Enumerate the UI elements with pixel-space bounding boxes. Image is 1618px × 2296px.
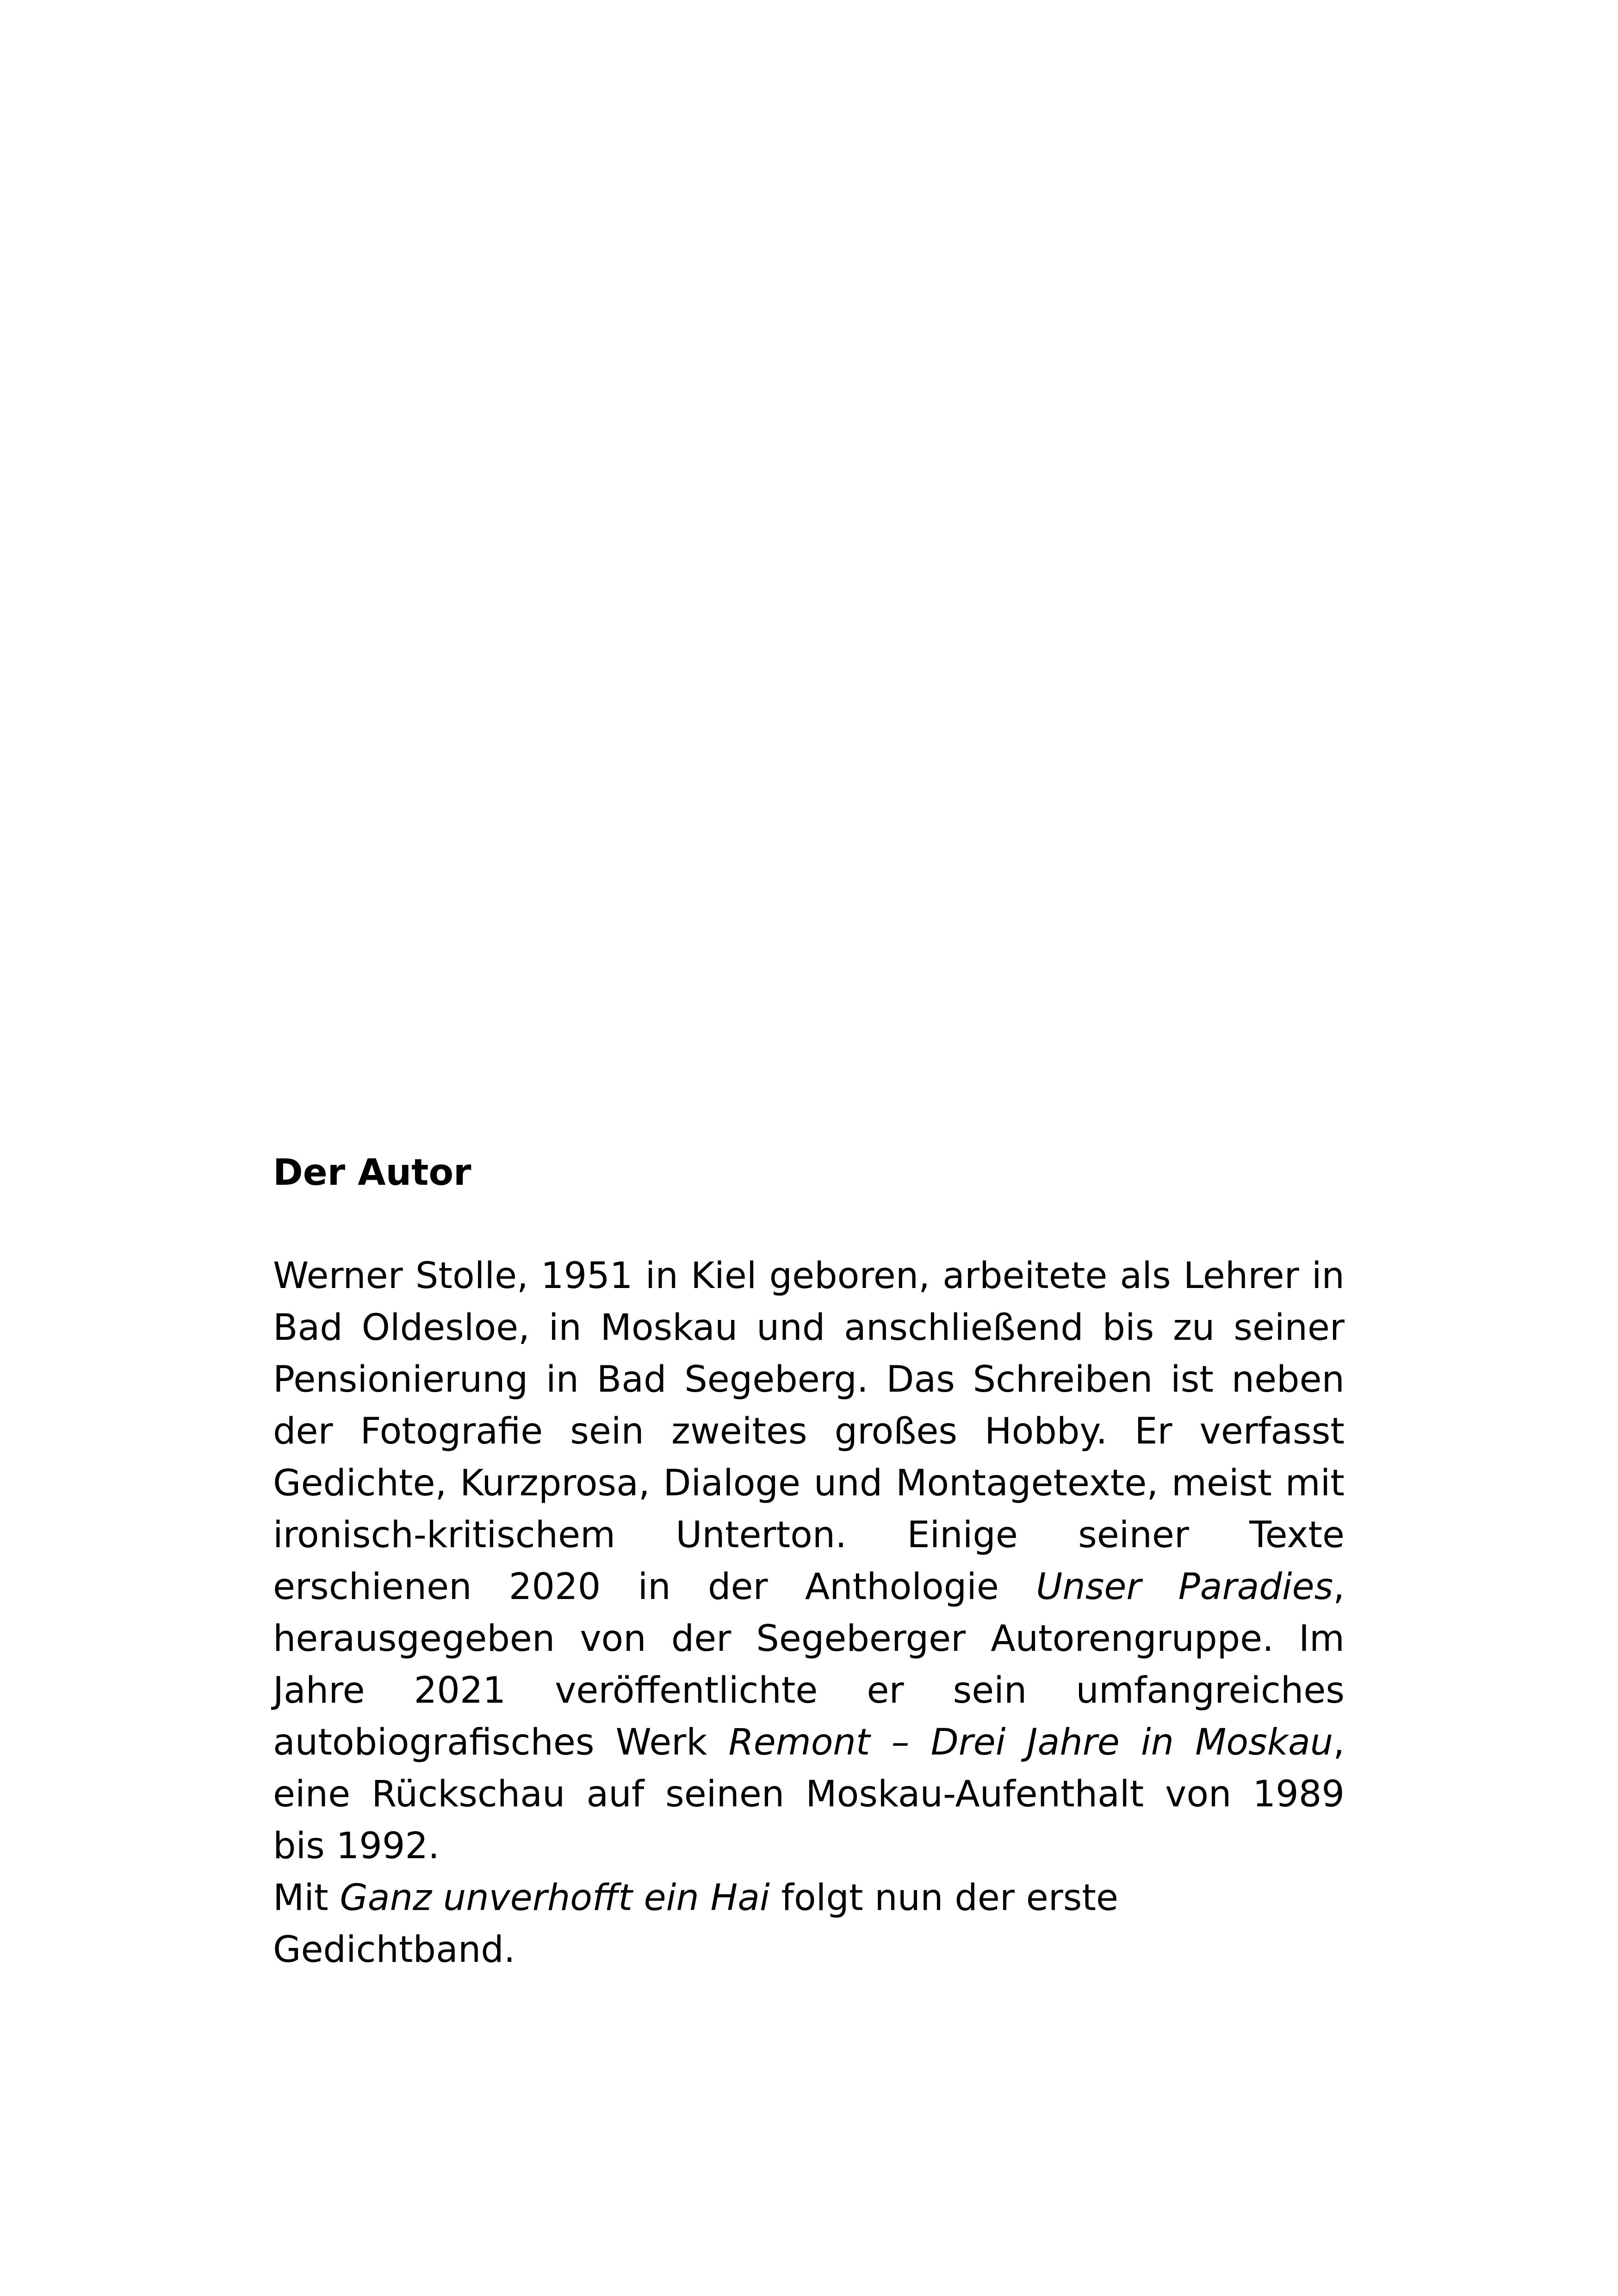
closing-text-1: Mit: [273, 1877, 340, 1919]
bio-text-2: , herausgegeben von der Segeberger Autorengruppe. Im Jahre 2021 veröffentlichte er sein umfangreiches autobiografisches Werk: [273, 1566, 1345, 1763]
closing-line: [273, 1872, 1345, 1976]
bio-text-3: , eine Rückschau auf seinen Moskau-Aufenthalt von 1989 bis 1992.: [273, 1722, 1345, 1867]
spacer: [273, 1199, 1345, 1250]
closing-text-2: folgt nun der erste Gedichtband.: [273, 1877, 1118, 1971]
section-heading: Der Autor: [273, 1152, 471, 1194]
bio-text-1: Werner Stolle, 1951 in Kiel geboren, arbeitete als Lehrer in Bad Oldesloe, in Moskau und anschließend bis zu seiner Pensionierung in Bad Segeberg. Das Schreiben ist neben der Fotografie sein zweites großes Hobby. Er verfasst Gedichte, Kurzprosa, Dialoge und Montagetexte, meist mit ironisch-kritischem Unterton. Einige seiner Texte erschienen 2020 in der Anthologie: [273, 1255, 1345, 1608]
book-title-unser-paradies: Unser Paradies: [1036, 1566, 1333, 1608]
author-bio: [273, 1147, 1345, 1976]
bio-paragraph: [273, 1250, 1345, 1872]
book-title-remont: Remont – Drei Jahre in Moskau: [728, 1722, 1333, 1763]
book-title-hai: Ganz unverhofft ein Hai: [340, 1877, 770, 1919]
